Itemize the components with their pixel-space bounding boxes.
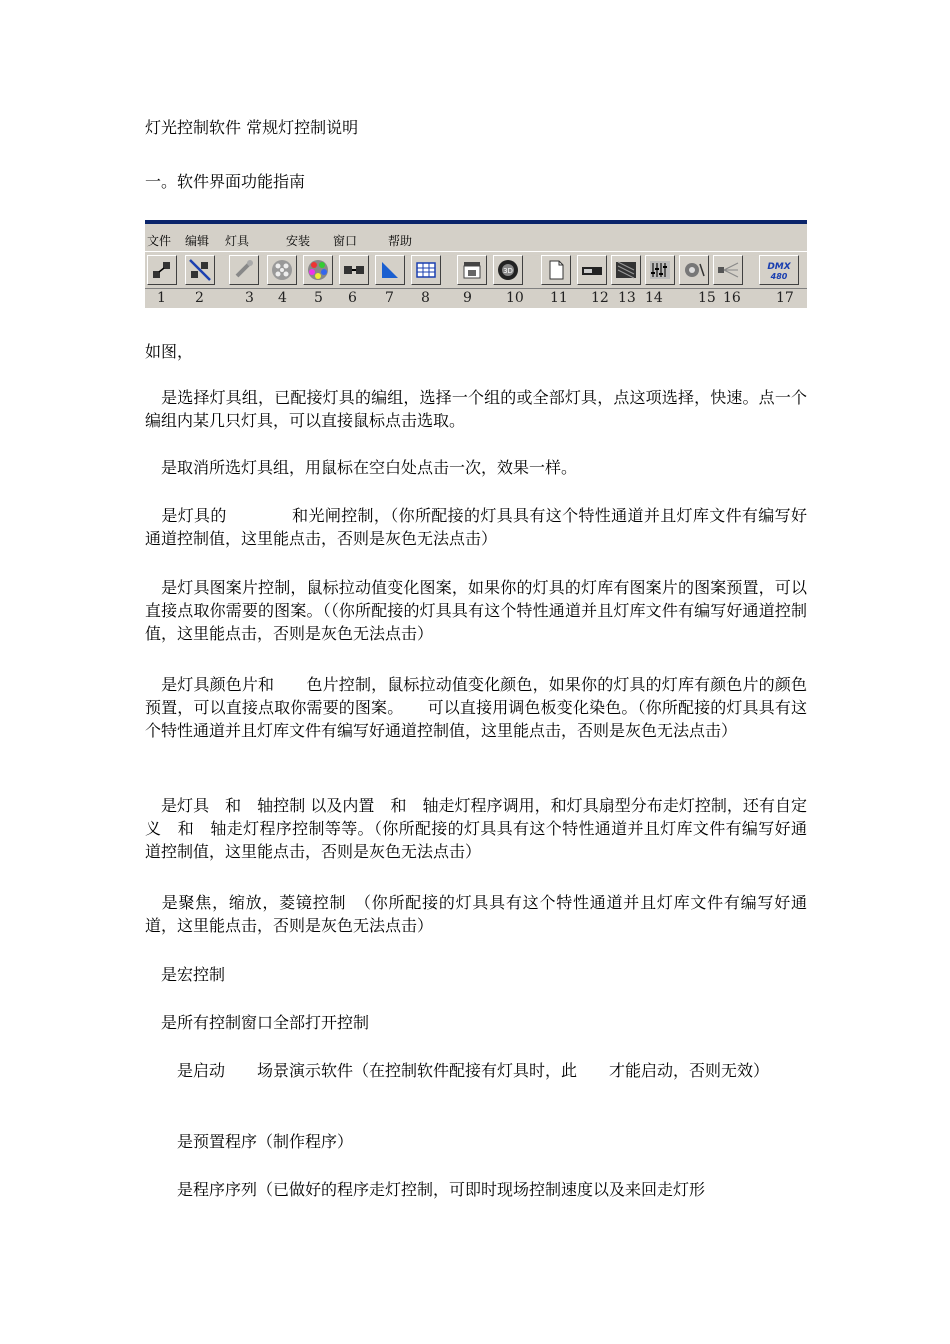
- menu-install[interactable]: 安装: [286, 234, 311, 248]
- menu-fixture[interactable]: 灯具: [225, 234, 250, 248]
- button-number: 7: [385, 290, 394, 306]
- color-wheel-icon[interactable]: [303, 255, 333, 285]
- button-number: 8: [421, 290, 430, 306]
- button-number: 10: [506, 290, 524, 306]
- button-number: 5: [314, 290, 323, 306]
- menu-help[interactable]: 帮助: [388, 234, 413, 248]
- paragraph: 是预置程序（制作程序）: [145, 1132, 354, 1151]
- button-number: 12: [591, 290, 609, 306]
- paragraph: 是选择灯具组，已配接灯具的编组，选择一个组的或全部灯具，点这项选择，快速。点一个编组内某几只灯具，可以直接鼠标点击选取。: [145, 388, 807, 430]
- paragraph: 是聚焦，缩放，菱镜控制 （你所配接的灯具具有这个特性通道并且灯库文件有编写好通道，这里能点击，否则是灰色无法点击）: [145, 893, 807, 935]
- macro-icon[interactable]: [411, 255, 441, 285]
- menu-file[interactable]: 文件: [147, 234, 172, 248]
- pan-tilt-icon[interactable]: [339, 255, 369, 285]
- focus-icon[interactable]: [375, 255, 405, 285]
- button-number: 15: [698, 290, 716, 306]
- paragraph: 是灯具 和 轴控制 以及内置 和 轴走灯程序调用，和灯具扇型分布走灯控制，还有自定义 和 轴走灯程序控制等等。（你所配接的灯具具有这个特性通道并且灯库文件有编写好通道控制值，这里能点击，否则是灰色无法点击）: [145, 796, 807, 861]
- paragraph: 是程序序列（已做好的程序走灯控制，可即时现场控制速度以及来回走灯形: [145, 1180, 706, 1199]
- button-number: 17: [776, 290, 794, 306]
- paragraph: 是宏控制: [145, 965, 226, 984]
- toolbar: [145, 251, 807, 289]
- menu-edit[interactable]: 编辑: [185, 234, 210, 248]
- beam-icon[interactable]: [713, 255, 743, 285]
- preset-program-icon[interactable]: [541, 255, 571, 285]
- dmx-label: DMX: [767, 262, 791, 272]
- paragraph: 是所有控制窗口全部打开控制: [145, 1013, 370, 1032]
- button-number: 6: [348, 290, 357, 306]
- button-number: 11: [550, 290, 568, 306]
- paragraph: 是灯具颜色片和 色片控制，鼠标拉动值变化颜色，如果你的灯具的灯库有颜色片的颜色预置，可以直接点取你需要的图案。 可以直接用调色板变化染色。（你所配接的灯具具有这个特性通道并且灯库文件有编写好通道控制值，这里能点击，否则是灰色无法点击）: [145, 675, 807, 740]
- document-title: 灯光控制软件 常规灯控制说明: [145, 118, 359, 137]
- button-number: 13: [618, 290, 636, 306]
- paragraph: 是启动 场景演示软件（在控制软件配接有灯具时，此 才能启动，否则无效）: [145, 1061, 770, 1080]
- paragraph: 是灯具的 和光闸控制，（你所配接的灯具具有这个特性通道并且灯库文件有编写好通道控制值，这里能点击，否则是灰色无法点击）: [145, 506, 807, 548]
- button-number: 9: [463, 290, 472, 306]
- 3d-show-icon[interactable]: [493, 255, 523, 285]
- shutter-icon[interactable]: [229, 255, 259, 285]
- window-all-icon[interactable]: [457, 255, 487, 285]
- menu-bar: [145, 230, 807, 250]
- paragraph: 是取消所选灯具组，用鼠标在空白处点击一次，效果一样。: [145, 458, 578, 477]
- sequence-icon[interactable]: [577, 255, 607, 285]
- svg-text:3D: 3D: [503, 267, 513, 275]
- sound-icon[interactable]: [679, 255, 709, 285]
- section-heading: 一。软件界面功能指南: [145, 172, 306, 191]
- toolbar-screenshot: [145, 220, 807, 308]
- dmx-icon[interactable]: [759, 255, 799, 285]
- button-numbers: [145, 288, 807, 308]
- fader-icon[interactable]: [611, 255, 641, 285]
- intro-text: 如图，: [145, 342, 194, 361]
- button-number: 2: [195, 290, 204, 306]
- button-number: 3: [245, 290, 254, 306]
- paragraph: 是灯具图案片控制，鼠标拉动值变化图案，如果你的灯具的灯库有图案片的图案预置，可以直接点取你需要的图案。（（你所配接的灯具具有这个特性通道并且灯库文件有编写好通道控制值，这里能点击，否则是灰色无法点击）: [145, 578, 807, 643]
- dmx-sub-label: 480: [770, 272, 788, 281]
- mixer-icon[interactable]: [645, 255, 675, 285]
- select-group-icon[interactable]: [147, 255, 177, 285]
- menu-window[interactable]: 窗口: [333, 234, 358, 248]
- gobo-icon[interactable]: [267, 255, 297, 285]
- button-number: 1: [157, 290, 166, 306]
- deselect-group-icon[interactable]: [185, 255, 215, 285]
- button-number: 4: [278, 290, 287, 306]
- button-number: 14: [645, 290, 663, 306]
- button-number: 16: [723, 290, 741, 306]
